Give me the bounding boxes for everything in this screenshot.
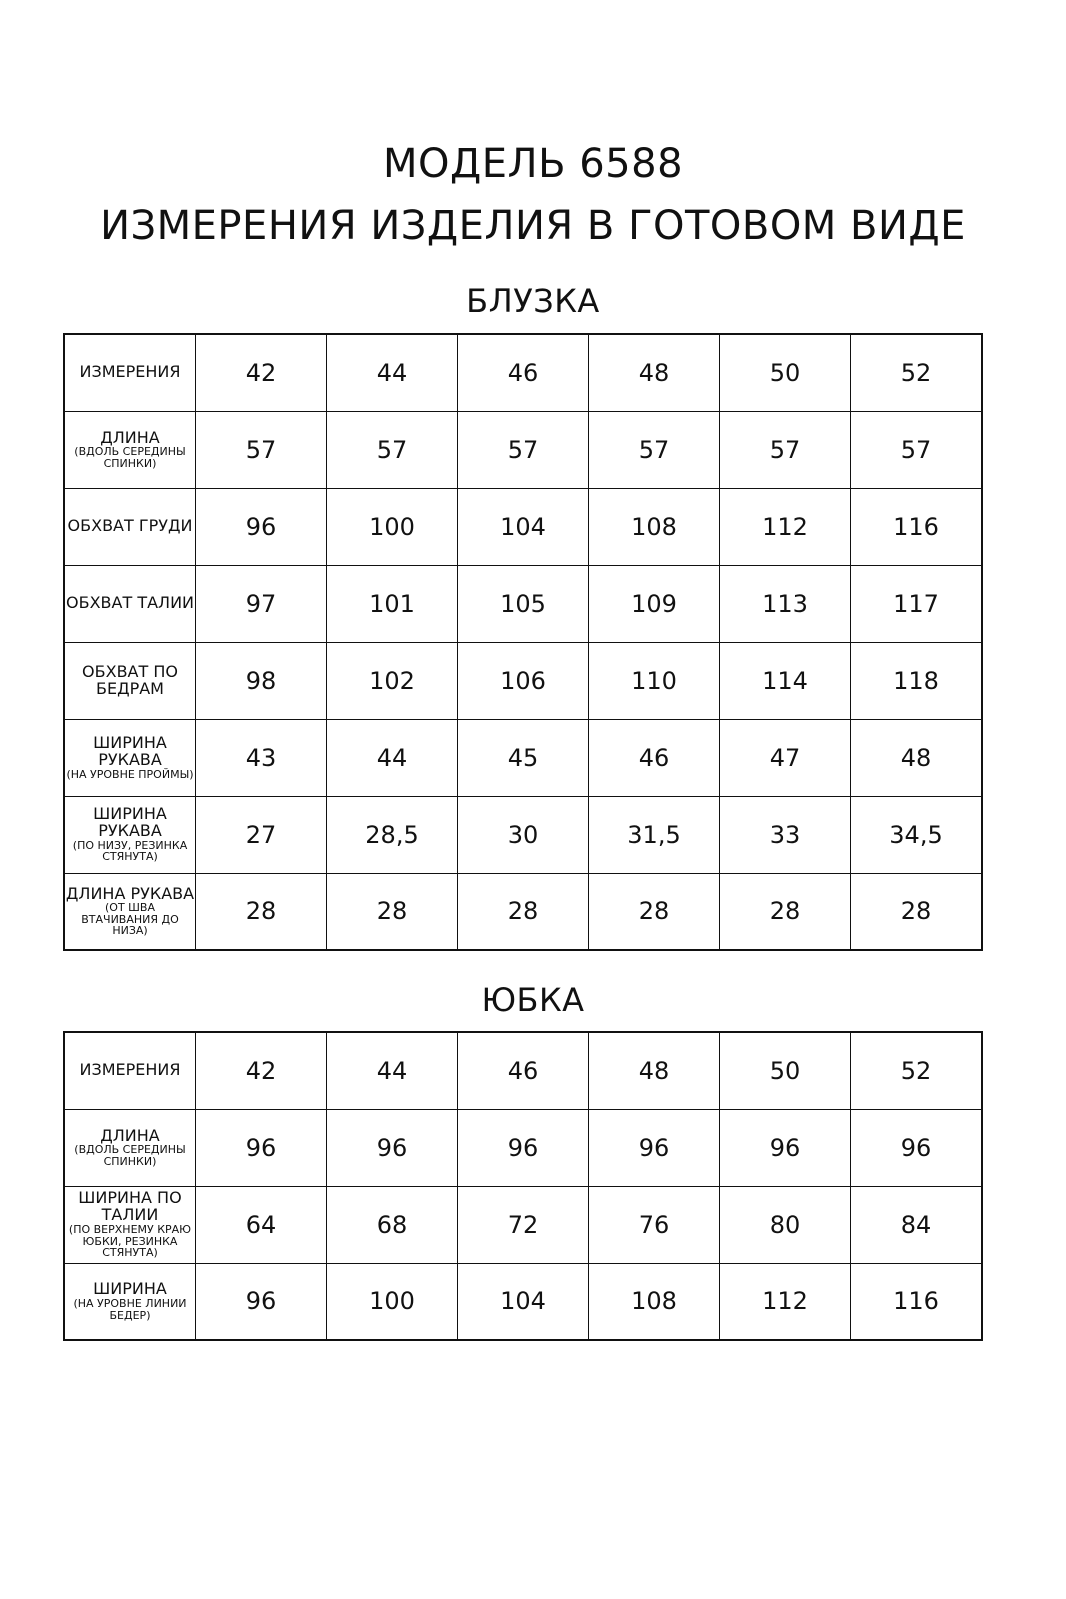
measurement-value: 96 [851,1109,983,1186]
measurement-value: 44 [327,719,458,796]
size-header-cell: 48 [589,1032,720,1109]
measurement-note: (ПО ВЕРХНЕМУ КРАЮ ЮБКИ, РЕЗИНКА СТЯНУТА) [68,1222,192,1260]
measurement-value: 102 [327,642,458,719]
measurement-value: 96 [720,1109,851,1186]
measurement-note: (ВДОЛЬ СЕРЕДИНЫ СПИНКИ) [74,1143,186,1168]
measurement-value: 43 [196,719,327,796]
measurement-label-cell [64,1186,196,1263]
measurement-value: 57 [851,411,983,488]
table-row [64,565,982,642]
measurement-value: 113 [720,565,851,642]
measurement-value: 96 [196,488,327,565]
measurement-value: 28 [720,873,851,950]
measurement-value: 116 [851,488,983,565]
measurement-value: 57 [327,411,458,488]
measurement-value: 105 [458,565,589,642]
measurement-value: 108 [589,488,720,565]
measurement-value: 106 [458,642,589,719]
measurement-value: 48 [851,719,983,796]
size-header-cell: 46 [458,1032,589,1109]
measurement-label-cell [64,796,196,873]
measurement-value: 112 [720,488,851,565]
table-row [64,873,982,950]
measurement-value: 45 [458,719,589,796]
measurement-label: ШИРИНА [93,1279,167,1299]
measurement-value: 117 [851,565,983,642]
size-header-cell: 50 [720,334,851,411]
table-row [64,411,982,488]
measurement-header-cell [64,334,196,411]
measurement-label-cell [64,488,196,565]
table-row [64,719,982,796]
measurement-label-cell [64,1263,196,1340]
size-header-cell: 44 [327,1032,458,1109]
measurement-value: 114 [720,642,851,719]
measurement-value: 57 [196,411,327,488]
measurement-value: 28 [327,873,458,950]
measurement-note: (НА УРОВНЕ ЛИНИИ БЕДЕР) [73,1297,187,1322]
measurement-value: 84 [851,1186,983,1263]
skirt-size-table [63,1031,983,1341]
measurement-value: 34,5 [851,796,983,873]
measurement-value: 57 [720,411,851,488]
measurement-label: ОБХВАТ ГРУДИ [67,516,193,536]
measurement-note: (ВДОЛЬ СЕРЕДИНЫ СПИНКИ) [74,445,186,470]
measurement-value: 33 [720,796,851,873]
measurement-value: 28,5 [327,796,458,873]
measurement-value: 118 [851,642,983,719]
blouse-size-table [63,333,983,951]
measurement-note: (ПО НИЗУ, РЕЗИНКА СТЯНУТА) [72,838,188,864]
measurement-value: 100 [327,1263,458,1340]
measurement-value: 47 [720,719,851,796]
skirt-heading: ЮБКА [481,981,585,1019]
page-subtitle: ИЗМЕРЕНИЯ ИЗДЕЛИЯ В ГОТОВОМ ВИДЕ [100,203,966,249]
measurement-value: 96 [458,1109,589,1186]
size-header-cell: 48 [589,334,720,411]
table-row [64,796,982,873]
measurement-label: ДЛИНА РУКАВА [65,883,195,903]
measurement-value: 96 [589,1109,720,1186]
measurement-header-label: ИЗМЕРЕНИЯ [79,1060,181,1080]
measurement-value: 101 [327,565,458,642]
measurement-value: 28 [589,873,720,950]
measurement-label: ДЛИНА [100,427,160,447]
measurement-note: (ОТ ШВА ВТАЧИВАНИЯ ДО НИЗА) [81,901,179,938]
size-header-cell: 52 [851,1032,983,1109]
measurement-value: 109 [589,565,720,642]
size-header-cell: 42 [196,334,327,411]
size-header-cell: 46 [458,334,589,411]
measurement-value: 28 [196,873,327,950]
measurement-value: 72 [458,1186,589,1263]
measurement-value: 46 [589,719,720,796]
measurement-label: ШИРИНА ПО ТАЛИИ [78,1188,182,1225]
table-row [64,1109,982,1186]
measurement-value: 108 [589,1263,720,1340]
model-title: МОДЕЛЬ 6588 [382,141,684,187]
measurement-value: 28 [458,873,589,950]
size-header-cell: 44 [327,334,458,411]
measurement-label-cell [64,719,196,796]
measurement-value: 100 [327,488,458,565]
measurement-label-cell [64,642,196,719]
measurement-value: 68 [327,1186,458,1263]
measurement-header-label: ИЗМЕРЕНИЯ [79,362,181,382]
measurement-label: ДЛИНА [100,1125,160,1145]
table-row [64,1263,982,1340]
measurement-value: 96 [327,1109,458,1186]
table-row [64,642,982,719]
measurement-value: 57 [458,411,589,488]
measurement-value: 104 [458,1263,589,1340]
measurement-label-cell [64,565,196,642]
table-header-row [64,334,982,411]
measurement-label: ОБХВАТ ТАЛИИ [66,593,194,613]
table-row [64,488,982,565]
measurement-value: 98 [196,642,327,719]
measurement-value: 76 [589,1186,720,1263]
measurement-value: 110 [589,642,720,719]
measurement-note: (НА УРОВНЕ ПРОЙМЫ) [66,767,194,781]
measurement-value: 97 [196,565,327,642]
measurement-value: 28 [851,873,983,950]
measurement-label-cell [64,411,196,488]
measurement-header-cell [64,1032,196,1109]
measurement-value: 80 [720,1186,851,1263]
measurement-label-cell [64,873,196,950]
measurement-value: 31,5 [589,796,720,873]
table-row [64,1186,982,1263]
size-header-cell: 42 [196,1032,327,1109]
table-header-row [64,1032,982,1109]
size-header-cell: 50 [720,1032,851,1109]
measurement-label: ШИРИНА РУКАВА [93,732,167,769]
measurement-value: 64 [196,1186,327,1263]
measurement-value: 96 [196,1263,327,1340]
blouse-heading: БЛУЗКА [466,282,600,320]
measurement-value: 27 [196,796,327,873]
size-header-cell: 52 [851,334,983,411]
measurement-label: ШИРИНА РУКАВА [93,804,167,840]
measurement-label: ОБХВАТ ПО БЕДРАМ [82,661,178,698]
measurement-value: 96 [196,1109,327,1186]
measurement-value: 57 [589,411,720,488]
measurement-value: 116 [851,1263,983,1340]
measurement-value: 112 [720,1263,851,1340]
measurement-label-cell [64,1109,196,1186]
measurement-value: 30 [458,796,589,873]
measurement-value: 104 [458,488,589,565]
